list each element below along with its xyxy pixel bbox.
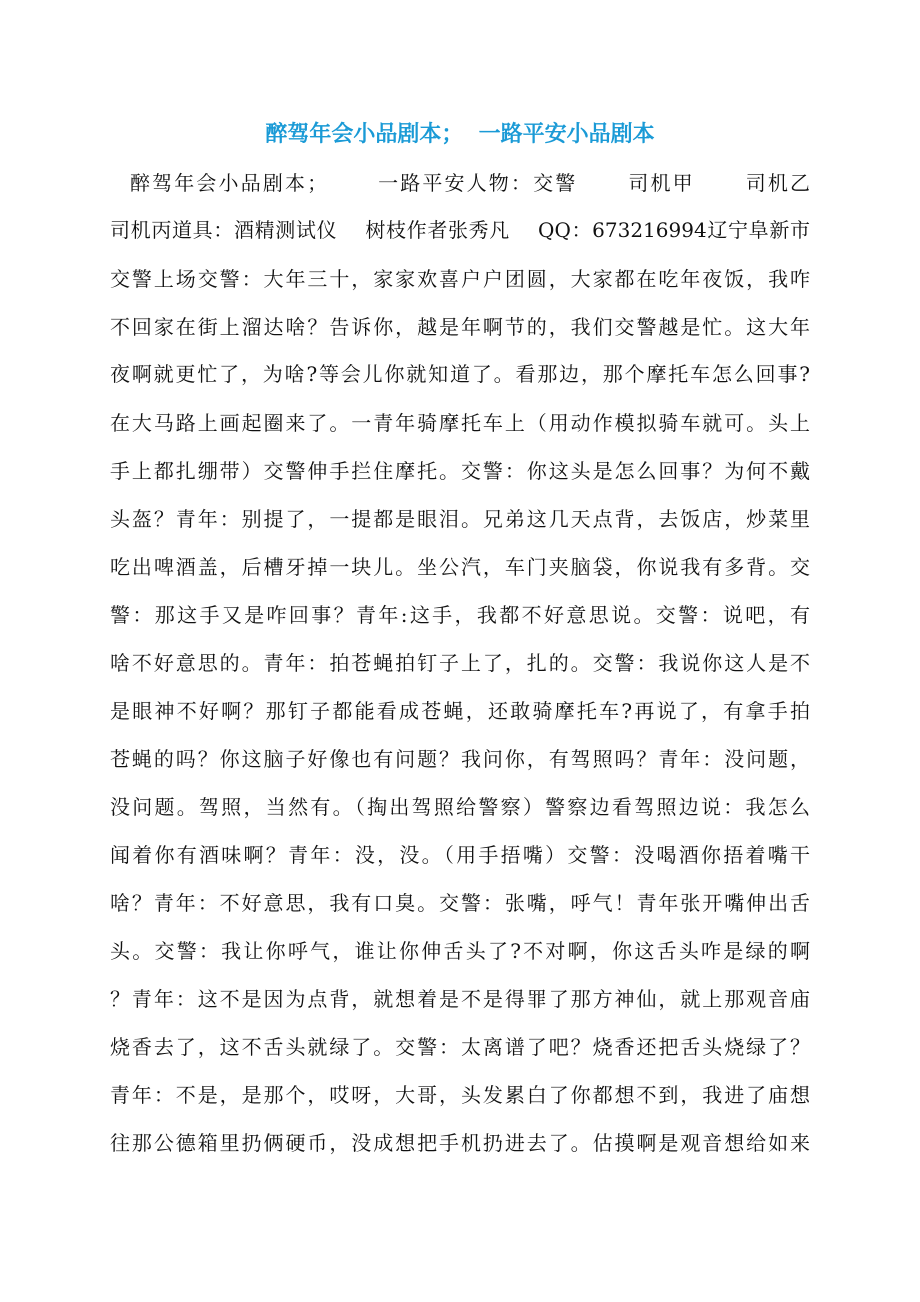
document-title: 醉驾年会小品剧本； 一路平安小品剧本 <box>265 121 655 147</box>
text-line: 司机丙道具：酒精测试仪 树枝作者张秀凡 QQ：673216994辽宁阜新市 <box>110 218 810 242</box>
text-line: 夜啊就更忙了，为啥?等会儿你就知道了。看那边，那个摩托车怎么回事? <box>110 362 810 386</box>
text-line: 头盔？青年：别提了，一提都是眼泪。兄弟这几天点背，去饭店，炒菜里 <box>110 507 810 531</box>
text-line: 头。交警：我让你呼气，谁让你伸舌头了?不对啊，你这舌头咋是绿的啊 <box>110 939 810 963</box>
text-line: 烧香去了，这不舌头就绿了。交警：太离谱了吧？烧香还把舌头烧绿了？ <box>110 1035 810 1059</box>
text-line: 是眼神不好啊？那钉子都能看成苍蝇，还敢骑摩托车?再说了，有拿手拍 <box>110 699 810 723</box>
text-line: 啥不好意思的。青年：拍苍蝇拍钉子上了，扎的。交警：我说你这人是不 <box>110 651 810 675</box>
text-line: 闻着你有酒味啊？青年：没，没。（用手捂嘴）交警：没喝酒你捂着嘴干 <box>110 843 810 867</box>
text-line: 在大马路上画起圈来了。一青年骑摩托车上（用动作模拟骑车就可。头上 <box>110 411 810 435</box>
text-line: 啥？青年：不好意思，我有口臭。交警：张嘴，呼气！青年张开嘴伸出舌 <box>110 891 810 915</box>
text-line: 手上都扎绷带）交警伸手拦住摩托。交警：你这头是怎么回事？为何不戴 <box>110 459 810 483</box>
text-line: 往那公德箱里扔俩硬币，没成想把手机扔进去了。估摸啊是观音想给如来 <box>110 1131 810 1155</box>
text-line: ？青年：这不是因为点背，就想着是不是得罪了那方神仙，就上那观音庙 <box>110 987 810 1011</box>
text-line: 不回家在街上溜达啥？告诉你，越是年啊节的，我们交警越是忙。这大年 <box>110 315 810 339</box>
text-line: 青年：不是，是那个，哎呀，大哥，头发累白了你都想不到，我进了庙想 <box>110 1083 810 1107</box>
text-line: 苍蝇的吗？你这脑子好像也有问题？我问你，有驾照吗？青年：没问题， <box>110 747 810 771</box>
text-line: 没问题。驾照，当然有。（掏出驾照给警察）警察边看驾照边说：我怎么 <box>110 795 810 819</box>
text-line: 交警上场交警：大年三十，家家欢喜户户团圆，大家都在吃年夜饭，我咋 <box>110 267 810 291</box>
text-line: 吃出啤酒盖，后槽牙掉一块儿。坐公汽，车门夹脑袋，你说我有多背。交 <box>110 555 810 579</box>
text-line: 警：那这手又是咋回事？青年:这手，我都不好意思说。交警：说吧，有 <box>110 603 810 627</box>
text-line: 醉驾年会小品剧本； 一路平安人物：交警 司机甲 司机乙 <box>130 171 810 195</box>
